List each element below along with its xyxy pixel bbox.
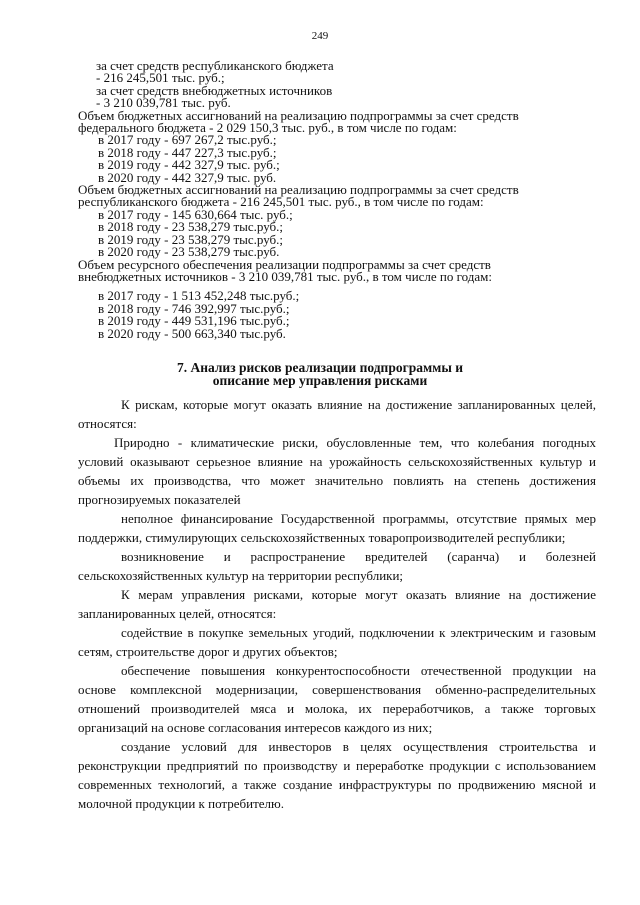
funding-line: за счет средств внебюджетных источников (96, 82, 333, 98)
funding-line: в 2018 году - 447 227,3 тыс.руб.; (98, 144, 277, 160)
paragraph: обеспечение повышения конкурентоспособности отечественной продукции на основе комплексной модернизации, совершенствования обменно-распределительных отношений производителей мяса и молока, их переработчиков, а также торговых организаций на основе согласования интересов каждого из них; (78, 663, 596, 735)
funding-line: в 2019 году - 442 327,9 тыс. руб.; (98, 157, 280, 173)
funding-line: - 216 245,501 тыс. руб.; (96, 70, 225, 86)
funding-line: федерального бюджета - 2 029 150,3 тыс. руб., в том числе по годам: (78, 120, 457, 136)
funding-line: Объем бюджетных ассигнований на реализацию подпрограммы за счет средств (78, 182, 519, 198)
paragraph: К мерам управления рисками, которые могут оказать влияние на достижение запланированных целей, относятся: (78, 587, 596, 621)
paragraph: содействие в покупке земельных угодий, подключении к электрическим и газовым сетям, строительстве дорог и других объектов; (78, 625, 596, 659)
funding-line: в 2019 году - 449 531,196 тыс.руб.; (98, 313, 290, 329)
section-title-line-1: 7. Анализ рисков реализации подпрограммы и (176, 360, 464, 375)
funding-line: в 2017 году - 145 630,664 тыс. руб.; (98, 206, 293, 222)
funding-line: в 2018 году - 23 538,279 тыс.руб.; (98, 219, 284, 235)
funding-line: в 2019 году - 23 538,279 тыс.руб.; (98, 231, 284, 247)
section-title (0, 361, 640, 387)
funding-line: в 2020 году - 23 538,279 тыс.руб. (98, 244, 280, 260)
funding-line: внебюджетных источников - 3 210 039,781 тыс. руб., в том числе по годам: (78, 268, 492, 284)
funding-line: Объем ресурсного обеспечения реализации подпрограммы за счет средств (78, 256, 491, 272)
funding-line: в 2020 году - 442 327,9 тыс. руб. (98, 169, 277, 185)
risk-section (78, 395, 596, 813)
section-title-line-2: описание мер управления рисками (212, 373, 428, 388)
paragraph: К рискам, которые могут оказать влияние на достижение запланированных целей, относятся: (78, 397, 596, 431)
funding-line: в 2017 году - 697 267,2 тыс.руб.; (98, 132, 277, 148)
funding-line: в 2018 году - 746 392,997 тыс.руб.; (98, 300, 290, 316)
funding-line: республиканского бюджета - 216 245,501 тыс. руб., в том числе по годам: (78, 194, 484, 210)
funding-line: - 3 210 039,781 тыс. руб. (96, 95, 231, 111)
funding-line: Объем бюджетных ассигнований на реализацию подпрограммы за счет средств (78, 107, 519, 123)
funding-line: в 2020 году - 500 663,340 тыс.руб. (98, 325, 286, 341)
paragraph: Природно - климатические риски, обусловленные тем, что колебания погодных условий оказывают серьезное влияние на урожайность сельскохозяйственных культур и объемы их производства, что может значительно повлиять на степень достижения прогнозируемых показателей (78, 435, 596, 507)
paragraph: неполное финансирование Государственной программы, отсутствие прямых мер поддержки, стимулирующих сельскохозяйственных товаропроизводителей республики; (78, 511, 596, 545)
page-number: 249 (311, 30, 329, 42)
paragraph: возникновение и распространение вредителей (саранча) и болезней сельскохозяйственных культур на территории республики; (78, 549, 596, 583)
funding-line: за счет средств республиканского бюджета (96, 58, 334, 73)
paragraph: создание условий для инвесторов в целях осуществления строительства и реконструкции предприятий по производству и переработке продукции с использованием современных технологий, а также создание инфраструктуры по продвижению мясной и молочной продукции к потребителю. (78, 739, 596, 811)
funding-section (78, 60, 578, 340)
funding-line: в 2017 году - 1 513 452,248 тыс.руб.; (98, 288, 300, 304)
